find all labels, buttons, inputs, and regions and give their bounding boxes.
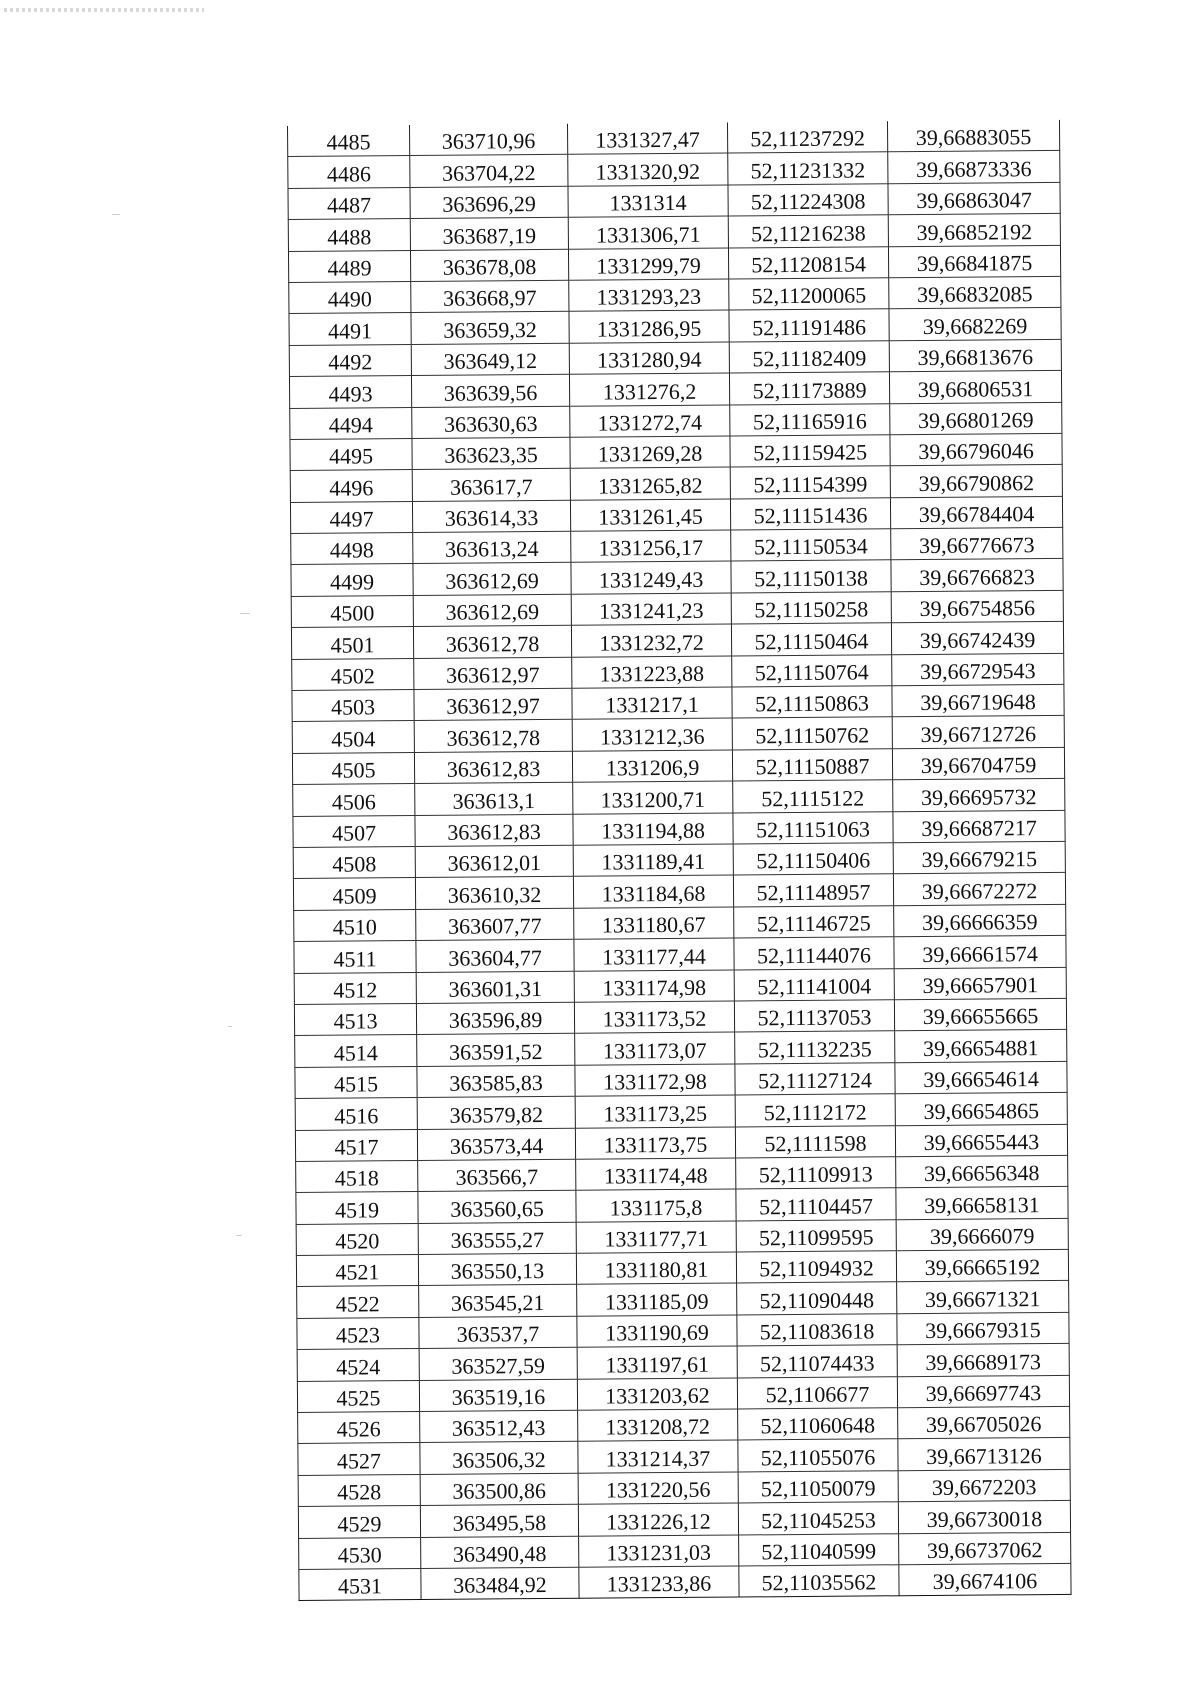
longitude-cell: 39,66796046 — [890, 433, 1062, 466]
point-number-cell: 4488 — [288, 219, 410, 251]
point-number-cell: 4523 — [297, 1317, 419, 1349]
x-coordinate-cell: 363506,32 — [420, 1442, 578, 1475]
y-coordinate-cell: 1331214,37 — [578, 1440, 738, 1473]
point-number-cell: 4528 — [298, 1474, 420, 1506]
latitude-cell: 52,11090448 — [737, 1282, 897, 1315]
longitude-cell: 39,6672203 — [898, 1469, 1070, 1502]
latitude-cell: 52,11150887 — [732, 749, 892, 782]
latitude-cell: 52,11159425 — [730, 435, 890, 468]
longitude-cell: 39,66729543 — [892, 653, 1064, 686]
longitude-cell: 39,66679215 — [893, 841, 1065, 874]
point-number-cell: 4512 — [294, 972, 416, 1004]
y-coordinate-cell: 1331175,8 — [576, 1189, 736, 1222]
point-number-cell: 4517 — [295, 1129, 417, 1161]
latitude-cell: 52,11182409 — [729, 341, 889, 374]
x-coordinate-cell: 363612,97 — [414, 657, 572, 690]
x-coordinate-cell: 363579,82 — [417, 1096, 575, 1129]
x-coordinate-cell: 363668,97 — [411, 280, 569, 313]
y-coordinate-cell: 1331306,71 — [568, 216, 728, 249]
point-number-cell: 4513 — [294, 1003, 416, 1035]
point-number-cell: 4530 — [299, 1537, 421, 1569]
scan-header-mark — [4, 8, 204, 12]
longitude-cell: 39,66730018 — [898, 1501, 1070, 1534]
point-number-cell: 4485 — [287, 125, 409, 157]
latitude-cell: 52,11127124 — [735, 1062, 895, 1095]
x-coordinate-cell: 363610,32 — [415, 877, 573, 910]
latitude-cell: 52,11165916 — [730, 403, 890, 436]
x-coordinate-cell: 363490,48 — [421, 1536, 579, 1569]
y-coordinate-cell: 1331180,67 — [574, 907, 734, 940]
latitude-cell: 52,11237292 — [727, 121, 887, 153]
longitude-cell: 39,66697743 — [897, 1375, 1069, 1408]
longitude-cell: 39,66672272 — [893, 873, 1065, 906]
x-coordinate-cell: 363612,69 — [413, 594, 571, 627]
latitude-cell: 52,11150138 — [731, 560, 891, 593]
point-number-cell: 4521 — [296, 1255, 418, 1287]
longitude-cell: 39,66657901 — [894, 967, 1066, 1000]
scan-speck — [240, 613, 250, 614]
x-coordinate-cell: 363687,19 — [410, 217, 568, 250]
latitude-cell: 52,11150762 — [732, 717, 892, 750]
y-coordinate-cell: 1331276,2 — [569, 373, 729, 406]
y-coordinate-cell: 1331190,69 — [577, 1315, 737, 1348]
latitude-cell: 52,11150863 — [732, 686, 892, 719]
point-number-cell: 4489 — [288, 250, 410, 282]
y-coordinate-cell: 1331203,62 — [577, 1378, 737, 1411]
x-coordinate-cell: 363527,59 — [419, 1347, 577, 1380]
x-coordinate-cell: 363607,77 — [416, 908, 574, 941]
point-number-cell: 4491 — [289, 313, 411, 345]
coordinates-table — [287, 120, 1072, 1601]
longitude-cell: 39,66666359 — [894, 904, 1066, 937]
latitude-cell: 52,11154399 — [730, 466, 890, 499]
point-number-cell: 4509 — [293, 878, 415, 910]
longitude-cell: 39,66658131 — [896, 1187, 1068, 1220]
x-coordinate-cell: 363585,83 — [417, 1065, 575, 1098]
point-number-cell: 4494 — [290, 407, 412, 439]
coordinates-table-body — [287, 120, 1071, 1601]
longitude-cell: 39,66801269 — [890, 402, 1062, 435]
y-coordinate-cell: 1331177,44 — [574, 938, 734, 971]
latitude-cell: 52,11060648 — [738, 1408, 898, 1441]
scan-speck — [236, 1235, 242, 1236]
longitude-cell: 39,66661574 — [894, 936, 1066, 969]
x-coordinate-cell: 363550,13 — [418, 1253, 576, 1286]
longitude-cell: 39,6674106 — [899, 1563, 1071, 1596]
y-coordinate-cell: 1331280,94 — [569, 342, 729, 375]
y-coordinate-cell: 1331173,52 — [574, 1001, 734, 1034]
point-number-cell: 4486 — [288, 156, 410, 188]
x-coordinate-cell: 363678,08 — [410, 249, 568, 282]
latitude-cell: 52,11200065 — [729, 278, 889, 311]
longitude-cell: 39,66737062 — [899, 1532, 1071, 1565]
x-coordinate-cell: 363560,65 — [418, 1191, 576, 1224]
longitude-cell: 39,66873336 — [888, 151, 1060, 184]
longitude-cell: 39,66713126 — [898, 1438, 1070, 1471]
longitude-cell: 39,66695732 — [893, 779, 1065, 812]
latitude-cell: 52,11099595 — [736, 1219, 896, 1252]
y-coordinate-cell: 1331232,72 — [571, 624, 731, 657]
point-number-cell: 4496 — [290, 470, 412, 502]
latitude-cell: 52,11137053 — [734, 1000, 894, 1033]
latitude-cell: 52,11144076 — [734, 937, 894, 970]
longitude-cell: 39,66705026 — [898, 1406, 1070, 1439]
longitude-cell: 39,66689173 — [897, 1344, 1069, 1377]
latitude-cell: 52,1111598 — [735, 1125, 895, 1158]
longitude-cell: 39,66671321 — [897, 1281, 1069, 1314]
point-number-cell: 4526 — [298, 1412, 420, 1444]
latitude-cell: 52,11150258 — [731, 592, 891, 625]
longitude-cell: 39,66832085 — [889, 276, 1061, 309]
point-number-cell: 4520 — [296, 1223, 418, 1255]
y-coordinate-cell: 1331200,71 — [573, 781, 733, 814]
x-coordinate-cell: 363659,32 — [411, 312, 569, 345]
point-number-cell: 4500 — [291, 595, 413, 627]
longitude-cell: 39,66656348 — [896, 1155, 1068, 1188]
x-coordinate-cell: 363545,21 — [419, 1285, 577, 1318]
x-coordinate-cell: 363612,97 — [414, 688, 572, 721]
longitude-cell: 39,66742439 — [891, 622, 1063, 655]
latitude-cell: 52,11216238 — [728, 215, 888, 248]
x-coordinate-cell: 363500,86 — [420, 1473, 578, 1506]
y-coordinate-cell: 1331194,88 — [573, 813, 733, 846]
longitude-cell: 39,66654865 — [895, 1093, 1067, 1126]
y-coordinate-cell: 1331256,17 — [571, 530, 731, 563]
y-coordinate-cell: 1331173,75 — [575, 1127, 735, 1160]
x-coordinate-cell: 363630,63 — [412, 406, 570, 439]
x-coordinate-cell: 363617,7 — [412, 469, 570, 502]
x-coordinate-cell: 363495,58 — [420, 1504, 578, 1537]
x-coordinate-cell: 363639,56 — [411, 374, 569, 407]
longitude-cell: 39,66754856 — [891, 590, 1063, 623]
y-coordinate-cell: 1331206,9 — [572, 750, 732, 783]
longitude-cell: 39,66665192 — [896, 1249, 1068, 1282]
y-coordinate-cell: 1331327,47 — [567, 123, 727, 155]
x-coordinate-cell: 363484,92 — [421, 1567, 579, 1600]
y-coordinate-cell: 1331197,61 — [577, 1346, 737, 1379]
y-coordinate-cell: 1331261,45 — [570, 499, 730, 532]
point-number-cell: 4502 — [292, 658, 414, 690]
y-coordinate-cell: 1331184,68 — [573, 875, 733, 908]
latitude-cell: 52,11151063 — [733, 811, 893, 844]
longitude-cell: 39,66704759 — [892, 747, 1064, 780]
latitude-cell: 52,11148957 — [733, 874, 893, 907]
y-coordinate-cell: 1331241,23 — [571, 593, 731, 626]
longitude-cell: 39,66852192 — [888, 214, 1060, 247]
point-number-cell: 4519 — [296, 1192, 418, 1224]
latitude-cell: 52,11035562 — [739, 1565, 899, 1598]
latitude-cell: 52,1115122 — [733, 780, 893, 813]
latitude-cell: 52,11151436 — [730, 497, 890, 530]
longitude-cell: 39,66655665 — [894, 998, 1066, 1031]
longitude-cell: 39,66766823 — [891, 559, 1063, 592]
y-coordinate-cell: 1331217,1 — [572, 687, 732, 720]
y-coordinate-cell: 1331174,98 — [574, 970, 734, 1003]
x-coordinate-cell: 363612,01 — [415, 845, 573, 878]
y-coordinate-cell: 1331265,82 — [570, 467, 730, 500]
latitude-cell: 52,11132235 — [735, 1031, 895, 1064]
x-coordinate-cell: 363612,83 — [414, 751, 572, 784]
point-number-cell: 4510 — [294, 909, 416, 941]
point-number-cell: 4503 — [292, 690, 414, 722]
y-coordinate-cell: 1331223,88 — [572, 656, 732, 689]
x-coordinate-cell: 363623,35 — [412, 437, 570, 470]
y-coordinate-cell: 1331212,36 — [572, 718, 732, 751]
longitude-cell: 39,66687217 — [893, 810, 1065, 843]
point-number-cell: 4514 — [295, 1035, 417, 1067]
x-coordinate-cell: 363613,24 — [413, 531, 571, 564]
y-coordinate-cell: 1331231,03 — [579, 1535, 739, 1568]
x-coordinate-cell: 363710,96 — [409, 124, 567, 156]
x-coordinate-cell: 363612,78 — [414, 720, 572, 753]
point-number-cell: 4493 — [289, 376, 411, 408]
latitude-cell: 52,1112172 — [735, 1094, 895, 1127]
latitude-cell: 52,11104457 — [736, 1188, 896, 1221]
x-coordinate-cell: 363601,31 — [416, 971, 574, 1004]
y-coordinate-cell: 1331269,28 — [570, 436, 730, 469]
latitude-cell: 52,11055076 — [738, 1439, 898, 1472]
y-coordinate-cell: 1331272,74 — [570, 405, 730, 438]
x-coordinate-cell: 363704,22 — [410, 155, 568, 188]
longitude-cell: 39,66655443 — [895, 1124, 1067, 1157]
latitude-cell: 52,11094932 — [736, 1251, 896, 1284]
point-number-cell: 4499 — [291, 564, 413, 596]
point-number-cell: 4515 — [295, 1066, 417, 1098]
point-number-cell: 4511 — [294, 941, 416, 973]
point-number-cell: 4531 — [299, 1568, 421, 1600]
longitude-cell: 39,66806531 — [889, 371, 1061, 404]
y-coordinate-cell: 1331249,43 — [571, 561, 731, 594]
y-coordinate-cell: 1331220,56 — [578, 1472, 738, 1505]
latitude-cell: 52,11150406 — [733, 843, 893, 876]
x-coordinate-cell: 363612,83 — [415, 814, 573, 847]
y-coordinate-cell: 1331172,98 — [575, 1064, 735, 1097]
x-coordinate-cell: 363696,29 — [410, 186, 568, 219]
y-coordinate-cell: 1331173,25 — [575, 1095, 735, 1128]
longitude-cell: 39,66776673 — [891, 527, 1063, 560]
point-number-cell: 4495 — [290, 438, 412, 470]
y-coordinate-cell: 1331173,07 — [575, 1032, 735, 1065]
scan-speck — [112, 214, 120, 215]
x-coordinate-cell: 363649,12 — [411, 343, 569, 376]
point-number-cell: 4527 — [298, 1443, 420, 1475]
y-coordinate-cell: 1331208,72 — [578, 1409, 738, 1442]
latitude-cell: 52,11231332 — [728, 152, 888, 185]
latitude-cell: 52,11208154 — [728, 246, 888, 279]
point-number-cell: 4507 — [293, 815, 415, 847]
y-coordinate-cell: 1331185,09 — [577, 1283, 737, 1316]
longitude-cell: 39,6666079 — [896, 1218, 1068, 1251]
longitude-cell: 39,66813676 — [889, 339, 1061, 372]
longitude-cell: 39,66883055 — [887, 120, 1059, 152]
x-coordinate-cell: 363612,69 — [413, 563, 571, 596]
latitude-cell: 52,11150464 — [731, 623, 891, 656]
table-row — [299, 1563, 1071, 1600]
x-coordinate-cell: 363604,77 — [416, 939, 574, 972]
longitude-cell: 39,6682269 — [889, 308, 1061, 341]
y-coordinate-cell: 1331286,95 — [569, 310, 729, 343]
x-coordinate-cell: 363596,89 — [416, 1002, 574, 1035]
y-coordinate-cell: 1331174,48 — [576, 1158, 736, 1191]
latitude-cell: 52,11083618 — [737, 1314, 897, 1347]
y-coordinate-cell: 1331177,71 — [576, 1221, 736, 1254]
point-number-cell: 4516 — [295, 1098, 417, 1130]
point-number-cell: 4498 — [291, 533, 413, 565]
latitude-cell: 52,11040599 — [739, 1533, 899, 1566]
x-coordinate-cell: 363613,1 — [415, 782, 573, 815]
latitude-cell: 52,11045253 — [738, 1502, 898, 1535]
x-coordinate-cell: 363614,33 — [412, 500, 570, 533]
longitude-cell: 39,66719648 — [892, 684, 1064, 717]
longitude-cell: 39,66712726 — [892, 716, 1064, 749]
y-coordinate-cell: 1331293,23 — [569, 279, 729, 312]
y-coordinate-cell: 1331189,41 — [573, 844, 733, 877]
point-number-cell: 4508 — [293, 847, 415, 879]
latitude-cell: 52,11150534 — [731, 529, 891, 562]
longitude-cell: 39,66841875 — [888, 245, 1060, 278]
point-number-cell: 4501 — [291, 627, 413, 659]
point-number-cell: 4506 — [293, 784, 415, 816]
x-coordinate-cell: 363537,7 — [419, 1316, 577, 1349]
longitude-cell: 39,66863047 — [888, 182, 1060, 215]
latitude-cell: 52,11191486 — [729, 309, 889, 342]
y-coordinate-cell: 1331180,81 — [576, 1252, 736, 1285]
point-number-cell: 4529 — [298, 1506, 420, 1538]
latitude-cell: 52,11109913 — [736, 1157, 896, 1190]
x-coordinate-cell: 363566,7 — [418, 1159, 576, 1192]
point-number-cell: 4505 — [292, 752, 414, 784]
point-number-cell: 4487 — [288, 187, 410, 219]
point-number-cell: 4490 — [289, 281, 411, 313]
y-coordinate-cell: 1331314 — [568, 185, 728, 218]
point-number-cell: 4504 — [292, 721, 414, 753]
latitude-cell: 52,11173889 — [729, 372, 889, 405]
latitude-cell: 52,11150764 — [732, 654, 892, 687]
x-coordinate-cell: 363573,44 — [417, 1128, 575, 1161]
x-coordinate-cell: 363555,27 — [418, 1222, 576, 1255]
latitude-cell: 52,11224308 — [728, 184, 888, 217]
x-coordinate-cell: 363612,78 — [413, 626, 571, 659]
y-coordinate-cell: 1331299,79 — [568, 248, 728, 281]
longitude-cell: 39,66790862 — [890, 465, 1062, 498]
y-coordinate-cell: 1331320,92 — [568, 153, 728, 186]
longitude-cell: 39,66784404 — [890, 496, 1062, 529]
latitude-cell: 52,11146725 — [734, 906, 894, 939]
point-number-cell: 4525 — [297, 1380, 419, 1412]
x-coordinate-cell: 363512,43 — [420, 1410, 578, 1443]
x-coordinate-cell: 363591,52 — [417, 1034, 575, 1067]
longitude-cell: 39,66679315 — [897, 1312, 1069, 1345]
latitude-cell: 52,1106677 — [737, 1376, 897, 1409]
point-number-cell: 4522 — [297, 1286, 419, 1318]
point-number-cell: 4497 — [290, 501, 412, 533]
y-coordinate-cell: 1331226,12 — [578, 1503, 738, 1536]
point-number-cell: 4518 — [296, 1160, 418, 1192]
x-coordinate-cell: 363519,16 — [419, 1379, 577, 1412]
y-coordinate-cell: 1331233,86 — [579, 1566, 739, 1599]
point-number-cell: 4524 — [297, 1349, 419, 1381]
point-number-cell: 4492 — [289, 344, 411, 376]
longitude-cell: 39,66654881 — [895, 1030, 1067, 1063]
scan-speck — [228, 1026, 232, 1027]
latitude-cell: 52,11074433 — [737, 1345, 897, 1378]
latitude-cell: 52,11050079 — [738, 1471, 898, 1504]
longitude-cell: 39,66654614 — [895, 1061, 1067, 1094]
latitude-cell: 52,11141004 — [734, 968, 894, 1001]
